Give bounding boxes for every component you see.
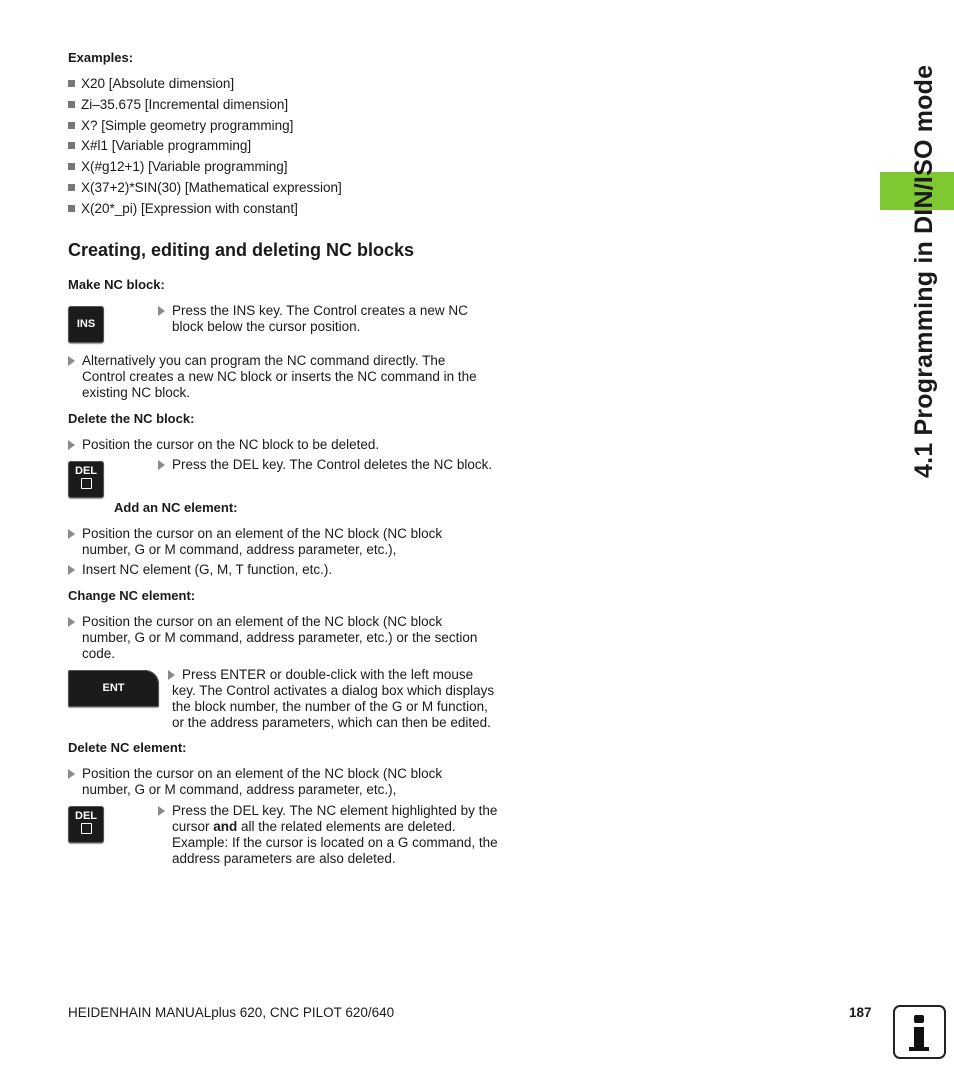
- arrow-icon: [168, 670, 175, 680]
- ent-key-icon: ENT: [68, 670, 159, 707]
- arrow-icon: [158, 806, 165, 816]
- square-bullet-icon: [68, 101, 75, 108]
- square-bullet-icon: [68, 80, 75, 87]
- delete-element-step: Press the DEL key. The NC element highlighted by the cursor and all the related elements are deleted. Example: If the cursor is located on a G command, the address parameters are also deleted.: [158, 803, 498, 867]
- change-element-heading: Change NC element:: [68, 588, 196, 603]
- list-item: Zi–35.675 [Incremental dimension]: [68, 97, 288, 112]
- examples-heading: Examples:: [68, 50, 134, 65]
- page-number: 187: [849, 1005, 872, 1020]
- arrow-icon: [68, 565, 75, 575]
- info-icon: [893, 1005, 946, 1059]
- delete-block-step: Press the DEL key. The Control deletes the NC block.: [158, 457, 492, 473]
- square-bullet-icon: [68, 122, 75, 129]
- footer-manual-name: HEIDENHAIN MANUALplus 620, CNC PILOT 620/640: [68, 1005, 395, 1020]
- change-element-position: Position the cursor on an element of the NC block (NC block number, G or M command, address parameter, etc.) or the section code.: [68, 614, 477, 662]
- list-item: X(20*_pi) [Expression with constant]: [68, 201, 298, 216]
- add-element-step: Insert NC element (G, M, T function, etc.).: [68, 562, 332, 578]
- arrow-icon: [68, 356, 75, 366]
- square-bullet-icon: [68, 205, 75, 212]
- arrow-icon: [158, 306, 165, 316]
- change-element-step: Press ENTER or double-click with the left mouse key. The Control activates a dialog box which displays the block number, the number of the G or M function, or the address parameters, which can then be edited.: [168, 667, 494, 731]
- arrow-icon: [68, 440, 75, 450]
- list-item: X? [Simple geometry programming]: [68, 118, 293, 133]
- section-title: Creating, editing and deleting NC blocks: [68, 240, 415, 260]
- del-key-icon: DEL: [68, 461, 104, 498]
- arrow-icon: [68, 769, 75, 779]
- add-element-step: Position the cursor on an element of the NC block (NC block number, G or M command, address parameter, etc.),: [68, 526, 442, 558]
- ins-key-icon: INS: [68, 306, 104, 343]
- delete-block-position: Position the cursor on the NC block to be deleted.: [68, 437, 379, 453]
- list-item: X(#g12+1) [Variable programming]: [68, 159, 287, 174]
- delete-element-heading: Delete NC element:: [68, 740, 187, 755]
- chapter-side-title: 4.1 Programming in DIN/ISO mode: [910, 64, 938, 478]
- list-item: X(37+2)*SIN(30) [Mathematical expression]: [68, 180, 342, 195]
- list-item: X#l1 [Variable programming]: [68, 138, 251, 153]
- list-item: X20 [Absolute dimension]: [68, 76, 234, 91]
- add-element-heading: Add an NC element:: [114, 500, 238, 515]
- arrow-icon: [68, 529, 75, 539]
- make-block-alternative: Alternatively you can program the NC command directly. The Control creates a new NC block or inserts the NC command in the existing NC block.: [68, 353, 477, 401]
- make-block-heading: Make NC block:: [68, 277, 165, 292]
- delete-element-position: Position the cursor on an element of the NC block (NC block number, G or M command, address parameter, etc.),: [68, 766, 442, 798]
- del-key-icon: DEL: [68, 806, 104, 843]
- delete-block-heading: Delete the NC block:: [68, 411, 195, 426]
- square-bullet-icon: [68, 163, 75, 170]
- arrow-icon: [158, 460, 165, 470]
- make-block-step: Press the INS key. The Control creates a new NC block below the cursor position.: [158, 303, 468, 335]
- square-bullet-icon: [68, 142, 75, 149]
- arrow-icon: [68, 617, 75, 627]
- square-bullet-icon: [68, 184, 75, 191]
